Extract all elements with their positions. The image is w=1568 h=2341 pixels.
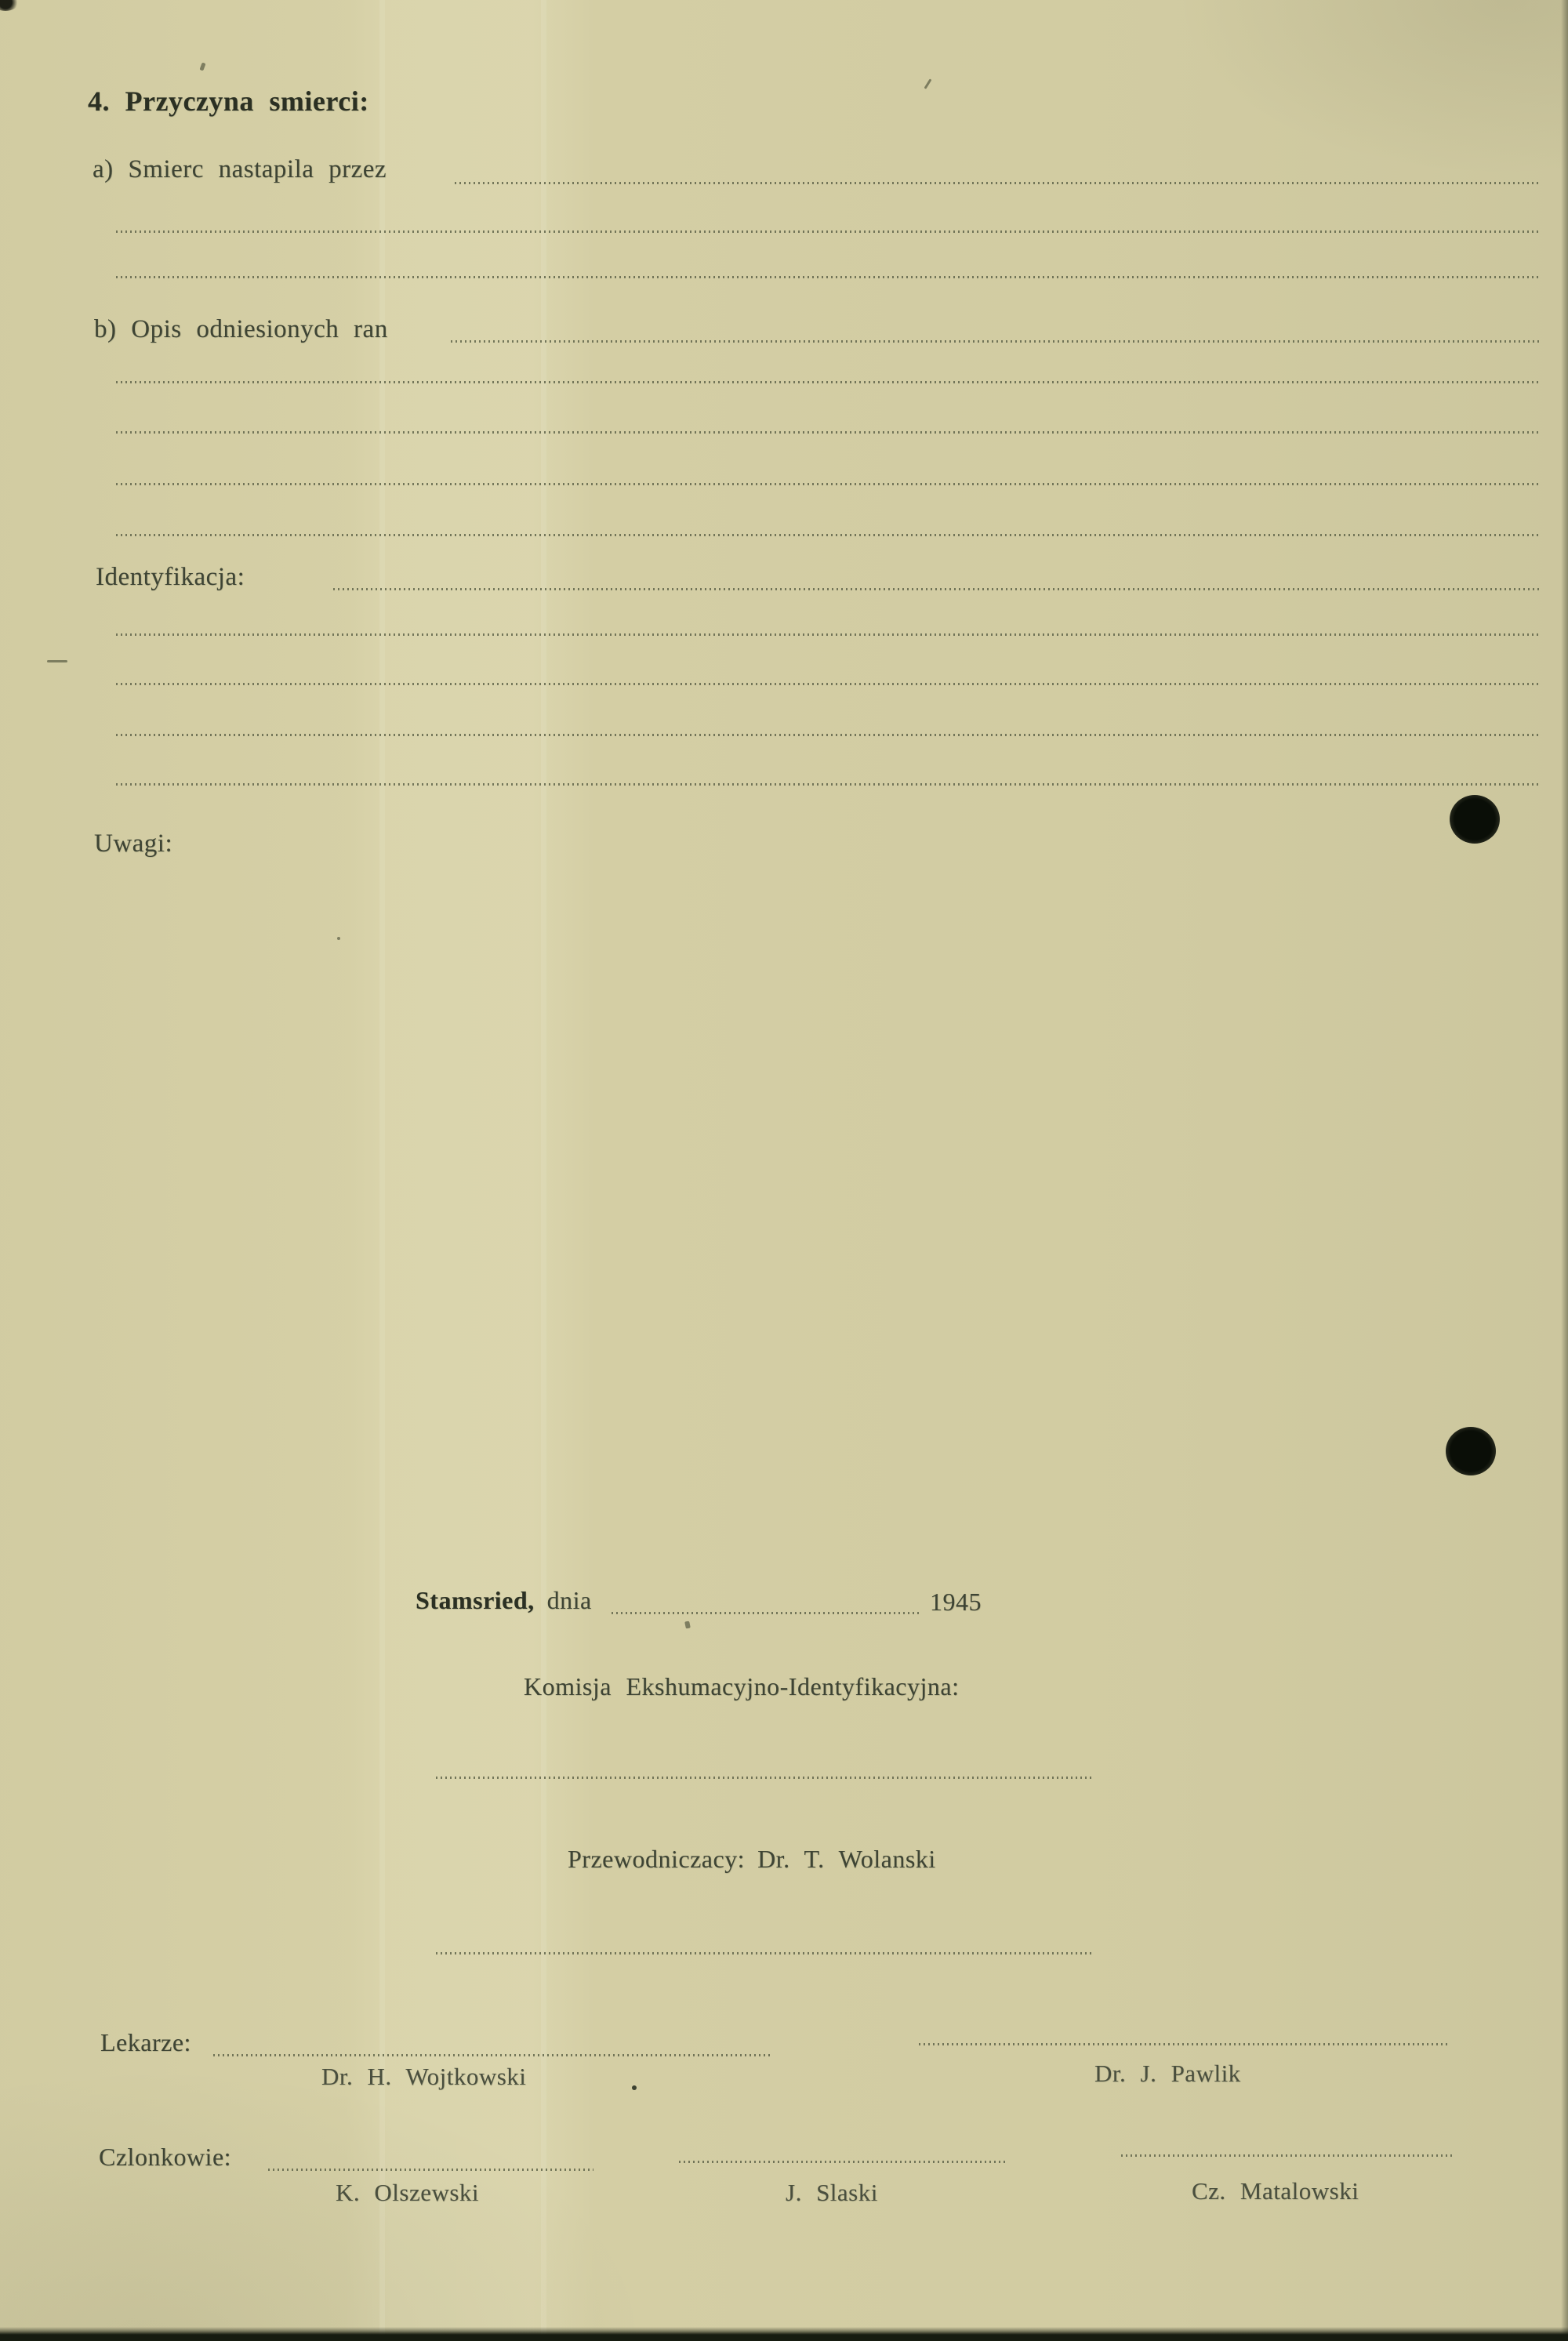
ink-speck	[924, 78, 932, 89]
chairman-label: Przewodniczacy:	[568, 1845, 746, 1873]
hole-punch	[1450, 795, 1500, 844]
place-and-date-line	[416, 1587, 592, 1614]
members-label: Czlonkowie:	[99, 2143, 232, 2171]
member-name: J. Slaski	[786, 2179, 878, 2206]
blank-dotted-line	[116, 483, 1541, 485]
member-name: K. Olszewski	[336, 2179, 480, 2206]
ink-speck	[47, 660, 67, 662]
page-edge-shadow-right	[1561, 0, 1568, 2341]
blank-dotted-line	[116, 683, 1541, 685]
wounds-description-label: b) Opis odniesionych ran	[94, 315, 388, 343]
signature-line	[679, 2161, 1008, 2163]
year-value: 1945	[930, 1588, 982, 1616]
blank-dotted-line	[116, 734, 1541, 736]
chairman-name: Dr. T. Wolanski	[757, 1845, 936, 1873]
remarks-label: Uwagi:	[94, 829, 173, 858]
hole-punch	[1446, 1427, 1496, 1475]
scan-corner-mark	[0, 0, 19, 11]
ink-dot	[632, 2085, 637, 2090]
blank-dotted-line	[116, 534, 1541, 536]
signature-line	[436, 1952, 1094, 1954]
ink-speck	[337, 937, 340, 940]
chairman-line	[568, 1846, 936, 1873]
paper-crease	[541, 0, 546, 2341]
blank-dotted-line	[116, 431, 1541, 434]
ink-speck	[684, 1621, 691, 1628]
blank-dotted-line	[612, 1612, 921, 1614]
blank-dotted-line	[455, 182, 1541, 184]
doctor-name: Dr. J. Pawlik	[1094, 2060, 1241, 2087]
blank-dotted-line	[116, 276, 1541, 278]
page-edge-shadow-bottom	[0, 2327, 1568, 2341]
blank-dotted-line	[116, 633, 1541, 636]
commission-title: Komisja Ekshumacyjno-Identyfikacyjna:	[524, 1672, 960, 1700]
blank-dotted-line	[116, 230, 1541, 233]
ink-speck	[199, 62, 205, 71]
signature-line	[268, 2169, 593, 2171]
place-name: Stamsried,	[416, 1586, 535, 1614]
signature-line	[436, 1777, 1094, 1779]
blank-dotted-line	[116, 381, 1541, 383]
section-heading: 4. Przyczyna smierci:	[88, 85, 369, 117]
signature-line	[213, 2054, 771, 2056]
identification-label: Identyfikacja:	[96, 563, 245, 591]
signature-line	[919, 2043, 1448, 2045]
signature-line	[1121, 2154, 1454, 2157]
cause-of-death-label: a) Smierc nastapila przez	[93, 155, 387, 183]
paper-crease	[379, 0, 385, 2341]
blank-dotted-line	[116, 783, 1541, 786]
blank-dotted-line	[451, 340, 1541, 343]
blank-dotted-line	[333, 588, 1541, 590]
date-word: dnia	[546, 1586, 592, 1614]
doctor-name: Dr. H. Wojtkowski	[321, 2063, 527, 2090]
member-name: Cz. Matalowski	[1192, 2177, 1359, 2205]
doctors-label: Lekarze:	[100, 2028, 191, 2056]
